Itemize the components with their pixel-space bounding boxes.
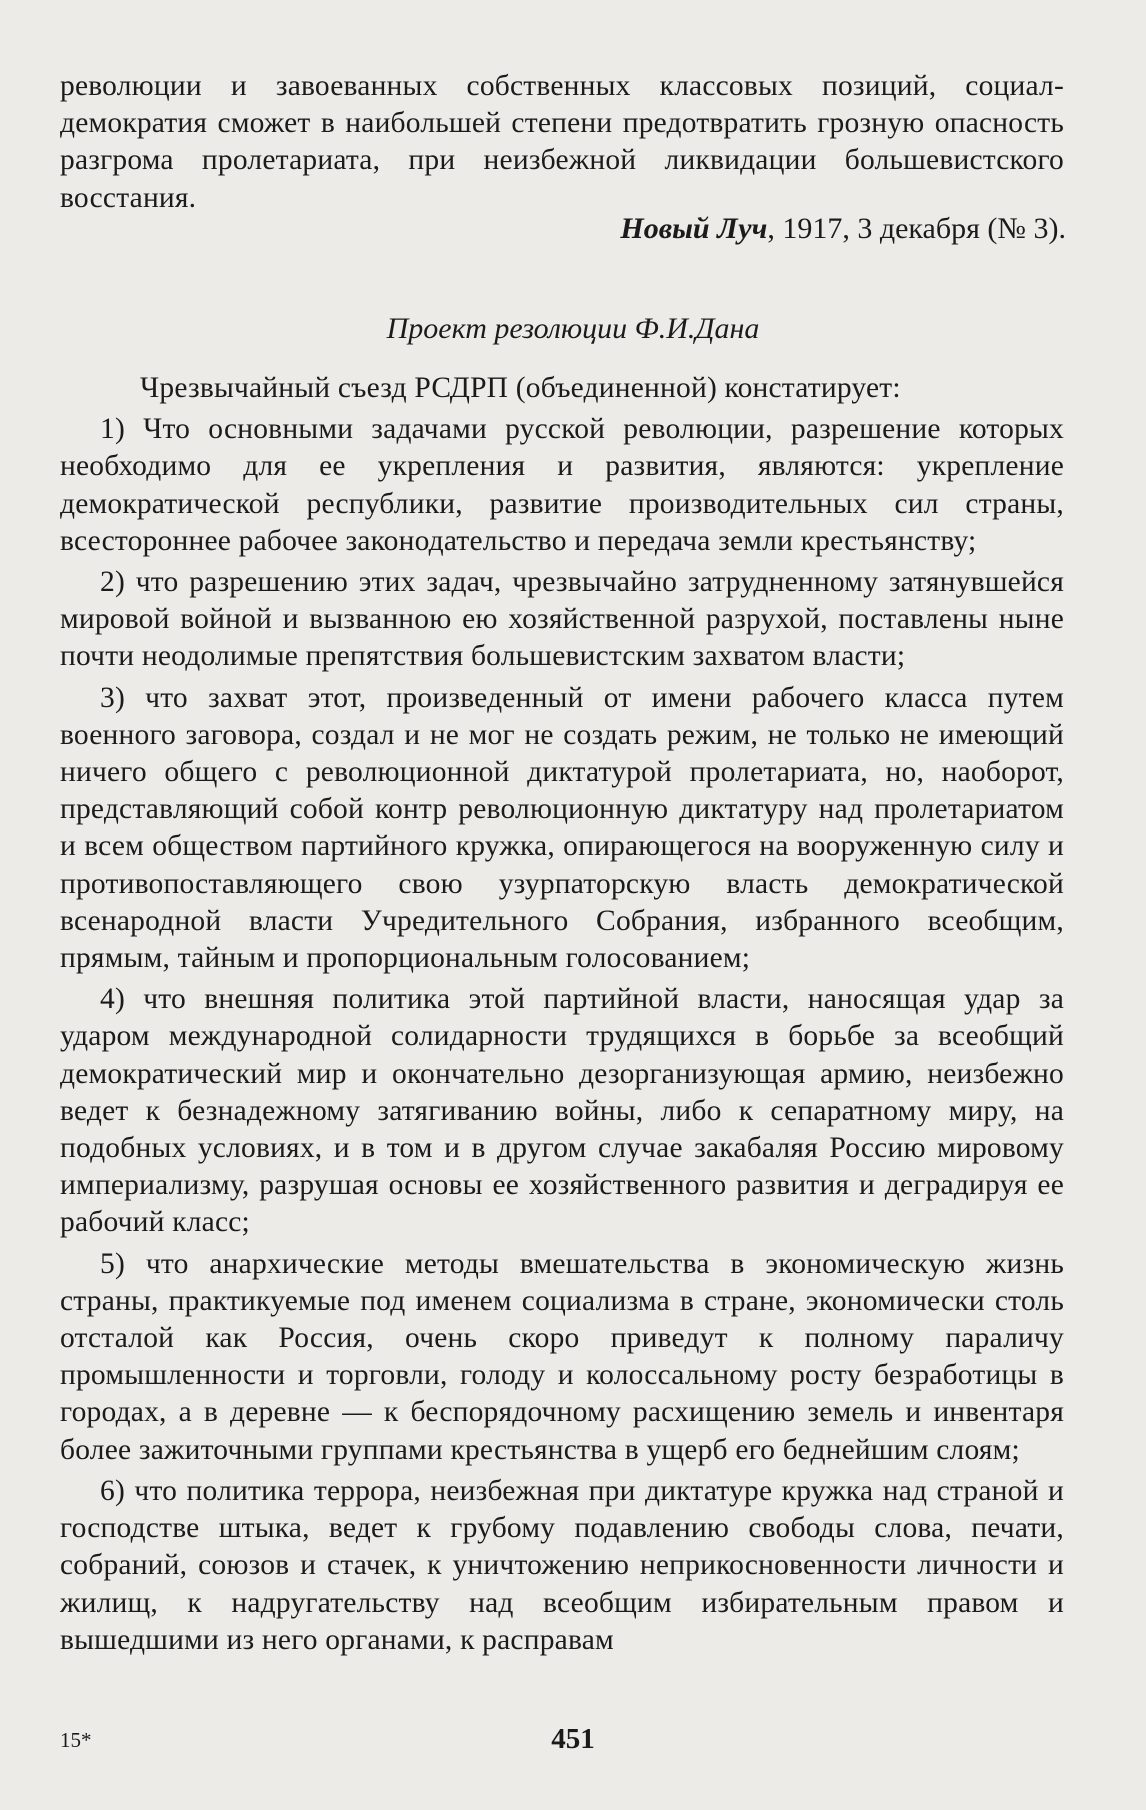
opening-paragraph-block [60, 68, 1064, 217]
resolution-item-3: 3) что захват этот, произведенный от имени рабочего класса путем военного заговора, создал и не мог не создать режим, не только не имеющий ничего общего с революционной диктатурой пролетариата, но, наоборот, представляющий собой контр революционную диктатуру над пролетариатом и всем обществом партийного кружка, опирающегося на вооруженную силу и противопоставляющего свою узурпаторскую власть демократической всенародной власти Учредительного Собрания, избранного всеобщим, прямым, тайным и пропорциональным голосованием; [60, 681, 1064, 975]
signature-mark: 15* [60, 1728, 92, 1752]
resolution-item-6: 6) что политика террора, неизбежная при диктатуре кружка над страной и господстве штыка, ведет к грубому подавлению свободы слова, печати, собраний, союзов и стачек, к уничтожению неприкосновенности личности и жилищ, к надругательству над всеобщим избирательным правом и вышедшими из него органами, к расправам [60, 1474, 1064, 1656]
resolution-body [60, 370, 1064, 1663]
source-citation [620, 210, 1066, 248]
resolution-item-2: 2) что разрешению этих задач, чрезвычайно затрудненному затянувшейся мировой войной и вызванною ею хозяйственной разрухой, поставлены ныне почти неодолимые препятствия большевистским захватом власти; [60, 566, 1064, 673]
section-title: Проект резолюции Ф.И.Дана [386, 312, 760, 345]
resolution-item-1: 1) Что основными задачами русской революции, разрешение которых необходимо для ее укрепления и развития, являются: укрепление демократической республики, развитие производительных сил страны, всестороннее рабочее законодательство и передача земли крестьянству; [60, 413, 1064, 557]
publication-name: Новый Луч [620, 212, 768, 245]
publication-details: , 1917, 3 декабря (№ 3). [767, 212, 1066, 245]
resolution-item-4: 4) что внешняя политика этой партийной власти, наносящая удар за ударом международной солидарности трудящихся в борьбе за всеобщий демократический мир и окончательно дезорганизующая армию, неизбежно ведет к безнадежному затягиванию войны, либо к сепаратному миру, на подобных условиях, и в том и в другом случае закабаляя Россию мировому империализму, разрушая основы ее хозяйственного развития и деградируя ее рабочий класс; [60, 983, 1064, 1239]
page-number: 451 [551, 1723, 595, 1755]
resolution-intro: Чрезвычайный съезд РСДРП (объединенной) констатирует: [140, 372, 901, 404]
resolution-item-5: 5) что анархические методы вмешательства в экономическую жизнь страны, практикуемые под именем социализма в стране, экономически столь отсталой как Россия, очень скоро приведут к полному параличу промышленности и торговли, голоду и колоссальному росту безработицы в городах, а в деревне — к беспорядочному расхищению земель и инвентаря более зажиточными группами крестьянства в ущерб его беднейшим слоям; [60, 1247, 1064, 1466]
opening-paragraph: революции и завоеванных собственных классовых позиций, социал-демократия сможет в наибольшей степени предотвратить грозную опасность разгрома пролетариата, при неизбежной ликвидации большевистского восстания. [60, 70, 1064, 214]
